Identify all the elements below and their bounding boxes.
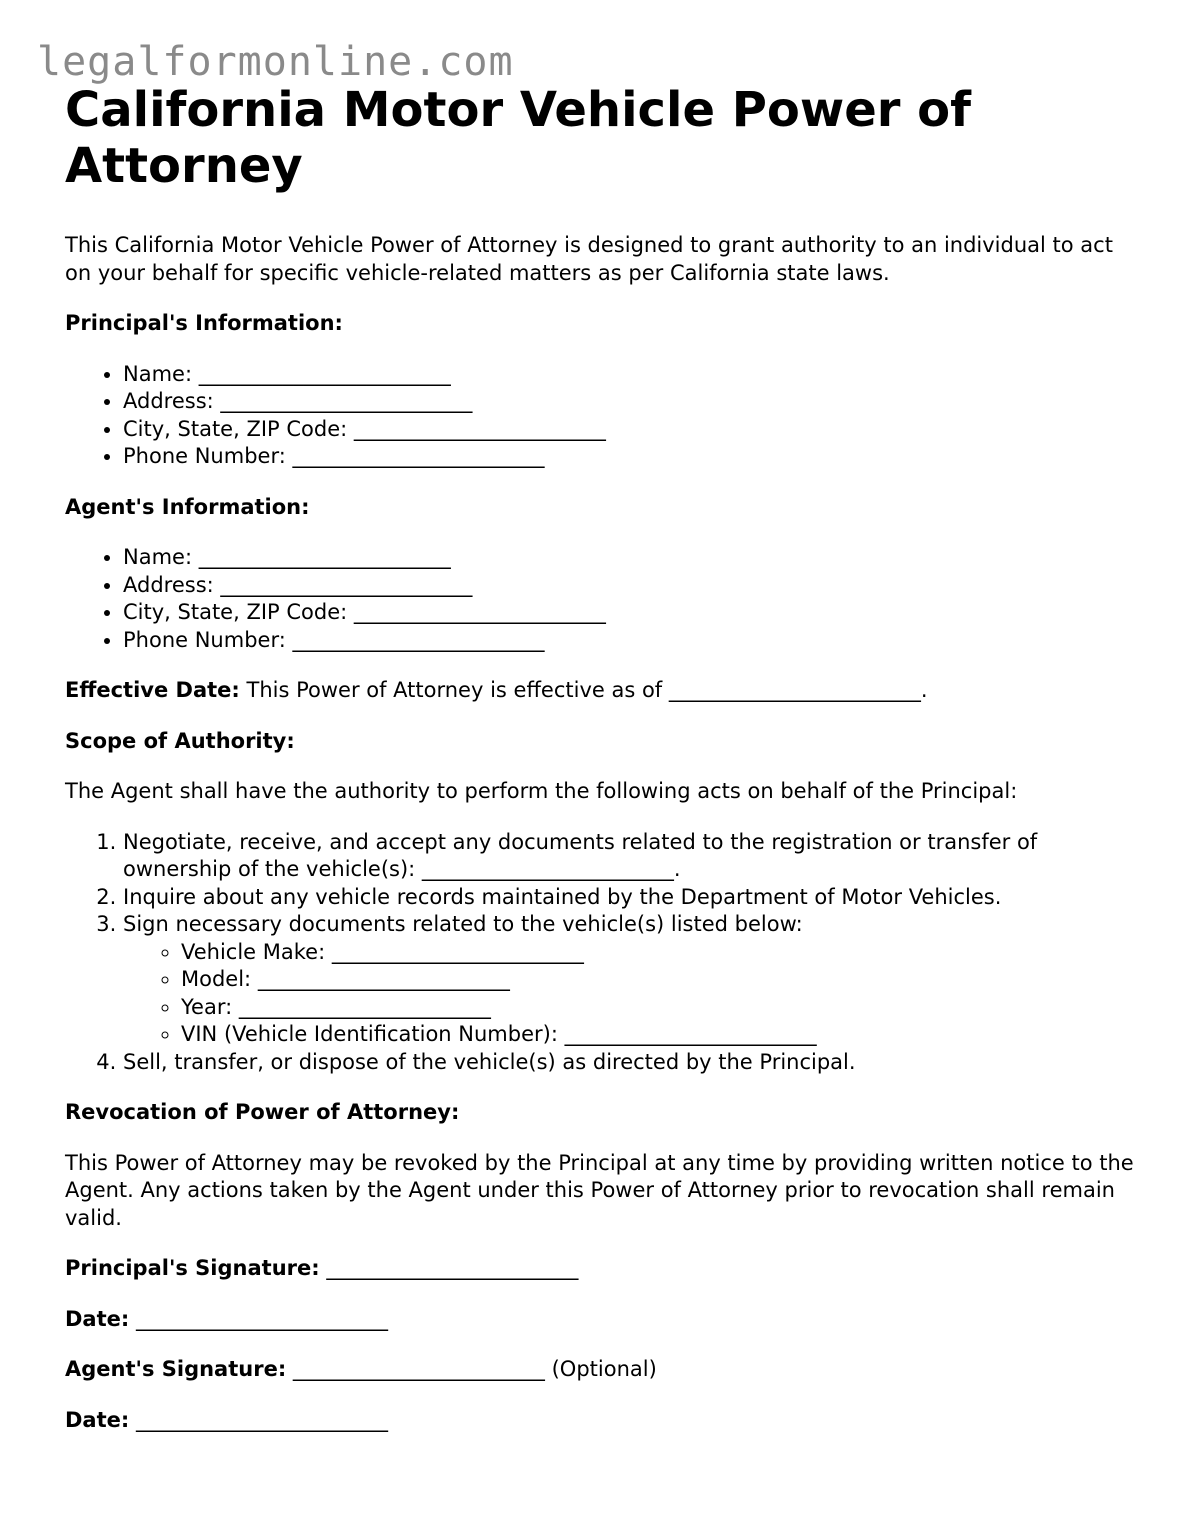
list-item bbox=[123, 416, 1135, 444]
agent-phone-label: Phone Number: bbox=[123, 627, 286, 652]
agent-signature-label: Agent's Signature: bbox=[65, 1357, 287, 1381]
effective-date-period: . bbox=[920, 678, 928, 702]
scope-heading: Scope of Authority: bbox=[65, 728, 295, 753]
agent-signature-blank[interactable]: ________________________ bbox=[292, 1357, 545, 1381]
vehicle-year-blank[interactable]: ________________________ bbox=[238, 994, 491, 1019]
agent-phone-blank[interactable]: ________________________ bbox=[292, 627, 545, 652]
agent-signature-line bbox=[65, 1356, 1135, 1384]
list-item bbox=[123, 361, 1135, 389]
intro-paragraph: This California Motor Vehicle Power of Attorney is designed to grant authority to an individual to act on your behalf for specific vehicle-related matters as per California state laws. bbox=[65, 233, 1113, 285]
revocation-heading: Revocation of Power of Attorney: bbox=[65, 1100, 460, 1124]
scope-intro: The Agent shall have the authority to perform the following acts on behalf of the Principal: bbox=[65, 779, 1018, 803]
agent-date-label: Date: bbox=[65, 1407, 130, 1432]
effective-date-blank[interactable]: ________________________ bbox=[668, 678, 921, 702]
scope-item-1-period: . bbox=[673, 857, 681, 881]
principal-signature-blank[interactable]: ________________________ bbox=[326, 1256, 579, 1280]
principal-phone-label: Phone Number: bbox=[123, 444, 286, 468]
list-item bbox=[181, 1021, 1135, 1049]
agent-date-blank[interactable]: ________________________ bbox=[135, 1407, 388, 1432]
vehicle-make-label: Vehicle Make: bbox=[181, 939, 326, 964]
effective-date-line bbox=[65, 677, 1135, 705]
principal-heading: Principal's Information: bbox=[65, 311, 343, 335]
list-item bbox=[181, 939, 1135, 967]
agent-signature-optional-note: (Optional) bbox=[551, 1357, 657, 1381]
principal-signature-label: Principal's Signature: bbox=[65, 1256, 320, 1280]
vehicle-make-blank[interactable]: ________________________ bbox=[331, 939, 584, 964]
principal-address-label: Address: bbox=[123, 389, 214, 413]
scope-acts-list bbox=[65, 829, 1135, 1077]
scope-item-1-text: Negotiate, receive, and accept any documents related to the registration or transfer of ownership of the vehicle(s): bbox=[123, 829, 1038, 881]
list-item bbox=[123, 544, 1135, 572]
document-title: California Motor Vehicle Power of Attorney bbox=[65, 82, 971, 194]
list-item bbox=[123, 599, 1135, 627]
principal-name-blank[interactable]: ________________________ bbox=[198, 361, 451, 386]
agent-address-blank[interactable]: ________________________ bbox=[220, 572, 473, 597]
vehicle-model-blank[interactable]: ________________________ bbox=[257, 967, 510, 991]
agent-date-line bbox=[65, 1407, 1135, 1435]
list-item bbox=[181, 966, 1135, 994]
principal-fields-list bbox=[65, 361, 1135, 471]
list-item bbox=[123, 829, 1135, 884]
agent-heading: Agent's Information: bbox=[65, 494, 310, 519]
principal-date-line bbox=[65, 1306, 1135, 1334]
vehicle-fields-list bbox=[123, 939, 1135, 1049]
agent-city-label: City, State, ZIP Code: bbox=[123, 600, 348, 624]
document-page bbox=[65, 82, 1135, 1434]
principal-date-label: Date: bbox=[65, 1306, 130, 1331]
principal-city-label: City, State, ZIP Code: bbox=[123, 416, 348, 441]
list-item bbox=[123, 572, 1135, 600]
agent-name-blank[interactable]: ________________________ bbox=[198, 545, 451, 569]
effective-date-label: Effective Date: bbox=[65, 678, 240, 702]
vehicle-vin-label: VIN (Vehicle Identification Number): bbox=[181, 1022, 558, 1046]
list-item bbox=[123, 911, 1135, 1049]
agent-address-label: Address: bbox=[123, 572, 214, 597]
agent-city-blank[interactable]: ________________________ bbox=[353, 600, 606, 624]
watermark: legalformonline.com bbox=[37, 39, 514, 85]
effective-date-text: This Power of Attorney is effective as of bbox=[246, 678, 663, 702]
principal-signature-line bbox=[65, 1255, 1135, 1283]
vehicle-vin-blank[interactable]: ________________________ bbox=[564, 1022, 817, 1046]
vehicle-model-label: Model: bbox=[181, 967, 252, 991]
list-item bbox=[123, 1049, 1135, 1077]
scope-item-3-text: Sign necessary documents related to the vehicle(s) listed below: bbox=[123, 912, 803, 936]
scope-item-2-text: Inquire about any vehicle records maintained by the Department of Motor Vehicles. bbox=[123, 884, 1002, 909]
principal-address-blank[interactable]: ________________________ bbox=[220, 389, 473, 413]
list-item bbox=[123, 388, 1135, 416]
scope-item-4-text: Sell, transfer, or dispose of the vehicle(s) as directed by the Principal. bbox=[123, 1049, 856, 1074]
principal-name-label: Name: bbox=[123, 361, 193, 386]
list-item bbox=[181, 994, 1135, 1022]
agent-fields-list bbox=[65, 544, 1135, 654]
principal-date-blank[interactable]: ________________________ bbox=[135, 1306, 388, 1331]
principal-phone-blank[interactable]: ________________________ bbox=[292, 444, 545, 468]
list-item bbox=[123, 884, 1135, 912]
vehicles-blank[interactable]: ________________________ bbox=[421, 857, 674, 881]
vehicle-year-label: Year: bbox=[181, 994, 233, 1019]
principal-city-blank[interactable]: ________________________ bbox=[353, 416, 606, 441]
revocation-paragraph: This Power of Attorney may be revoked by the Principal at any time by providing written notice to the Agent. Any actions taken by the Agent under this Power of Attorney prior to revocation shall remain valid. bbox=[65, 1150, 1134, 1230]
agent-name-label: Name: bbox=[123, 545, 193, 569]
list-item bbox=[123, 627, 1135, 655]
list-item bbox=[123, 443, 1135, 471]
